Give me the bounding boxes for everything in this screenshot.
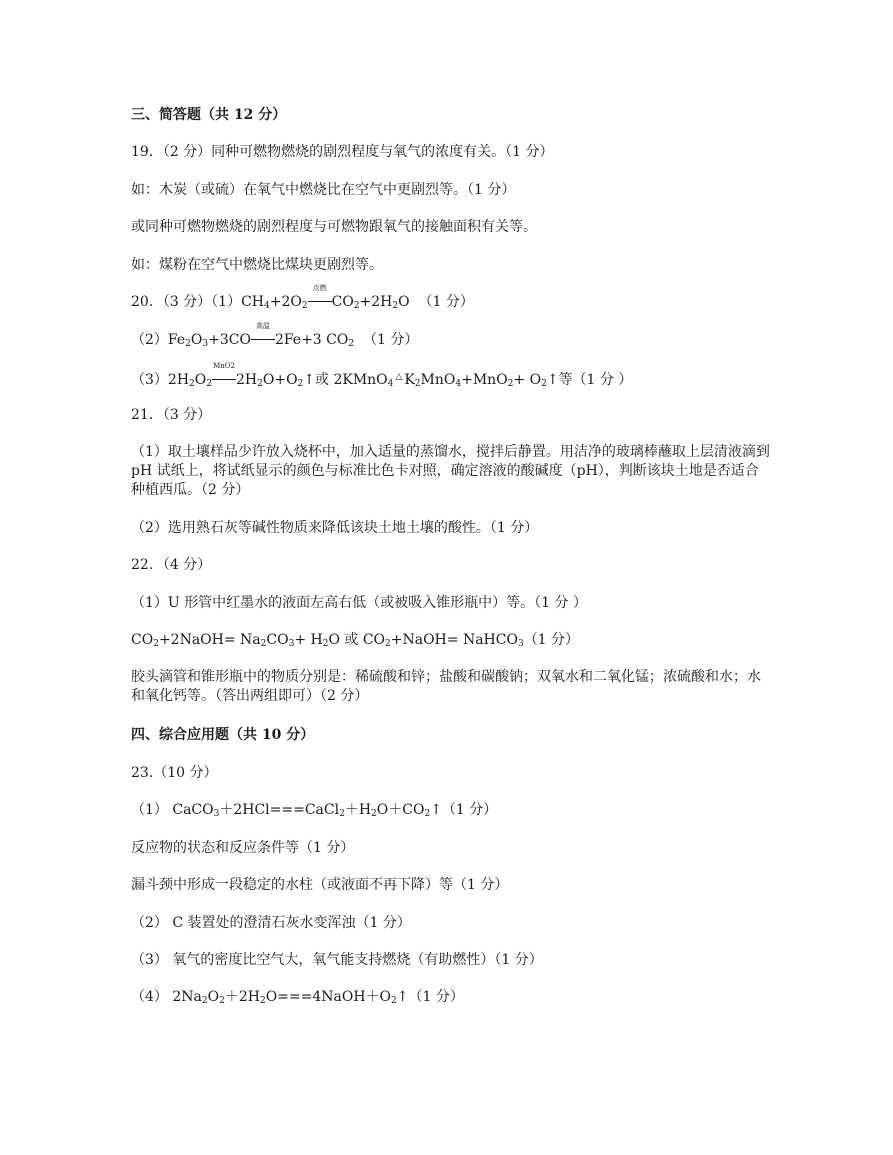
q19-line2: 如：木炭（或硫）在氧气中燃烧比在空气中更剧烈等。（1 分）: [131, 182, 516, 198]
reaction-condition: 高温: [251, 330, 275, 350]
q23-l6-prefix: （4）: [131, 989, 173, 1005]
q23-l1-score: （1 分）: [441, 802, 498, 818]
q21-para1: （1）取土壤样品少许放入烧杯中，加入适量的蒸馏水，搅拌后静置。用洁净的玻璃棒蘸取上层清液滴到 pH 试纸上，将试纸显示的颜色与标准比色卡对照，确定溶液的酸碱度（pH），判断该块土地是否适合种植西瓜。（2 分）: [131, 444, 770, 498]
q20-eq2-prefix: （2）: [131, 332, 168, 348]
q21-para2: （2）选用熟石灰等碱性物质来降低该块土地土壤的酸性。（1 分）: [131, 520, 539, 536]
q21-title: 21．（3 分）: [131, 407, 212, 423]
q23-line1: （1） $CaCO_3+2HCl===CaCl_2+H_2O+CO_2↑(1$ 分）: [131, 802, 498, 819]
q23-l1-prefix: （1）: [131, 802, 173, 818]
heat-delta-icon: △: [395, 372, 403, 382]
q20-eq1-score: （1 分）: [418, 294, 474, 310]
q19-line4: 如：煤粉在空气中燃烧比煤块更剧烈等。: [131, 257, 383, 273]
q20-eq2-score: （1 分）: [363, 332, 419, 348]
q23-line6: （4） $2Na_2O_2+2H_2O===4NaOH+O_2↑(1$ 分）: [131, 989, 464, 1006]
q20-eq3-score: 等（1 分 ）: [558, 372, 633, 388]
q22-equation: $CO_2+2NaOH= Na_2CO_3+ H_2O$ 或 $CO_2+NaOH=$ NaHCO$_3$（1 分）: [131, 632, 580, 649]
q22-para3: 胶头滴管和锥形瓶中的物质分别是：稀硫酸和锌；盐酸和碳酸钠；双氧水和二氧化锰；浓硫酸和水；水和氧化钙等。（答出两组即可）（2 分）: [131, 669, 761, 704]
q22-eq-score: （1 分）: [523, 632, 580, 648]
q23-line3: 漏斗颈中形成一段稳定的水柱（或液面不再下降）等（1 分）: [131, 877, 509, 893]
section4-heading: 四、综合应用题（共 10 分）: [131, 727, 315, 743]
q20-line2: $(2)Fe_2O_3+3CO$ 高温 2Fe+3 $CO_2$ （1 分）: [131, 322, 419, 349]
q22-or: 或: [344, 632, 359, 648]
q23-line5: （3） 氧气的密度比空气大，氧气能支持燃烧（有助燃性）（1 分）: [131, 952, 543, 968]
q23-line2: 反应物的状态和反应条件等（1 分）: [131, 840, 355, 856]
reaction-condition: MnO2: [212, 370, 236, 390]
q20-prefix: 20．（3 分）（1）: [131, 294, 242, 310]
q19-line1: 19．（2 分）同种可燃物燃烧的剧烈程度与氧气的浓度有关。（1 分）: [131, 144, 554, 160]
section3-heading: 三、简答题（共 12 分）: [131, 107, 287, 123]
q19-line3: 或同种可燃物燃烧的剧烈程度与可燃物跟氧气的接触面积有关等。: [131, 219, 537, 235]
q23-line4: （2） C 装置处的澄清石灰水变浑浊（1 分）: [131, 915, 411, 931]
q22-title: 22．（4 分）: [131, 557, 212, 573]
q20-line3: $(3)2H_2O_2$ MnO2 $2H_2O+O_2↑$或 2KMnO$_4$△ $K_2MnO_4+MnO_2+$ $O_2↑$等（1 分 ）: [131, 362, 633, 389]
q20-line1: 20．（3 分）$(1)CH_4+2O_2$ 点燃 $CO_2+2H_2O$ （1 分）: [131, 284, 474, 311]
q23-l6-score: （1 分）: [408, 989, 464, 1005]
q20-eq3-prefix: （3）: [131, 372, 168, 388]
q20-or: 或: [315, 372, 330, 388]
q22-para1: （1）U 形管中红墨水的液面左高右低（或被吸入锥形瓶中）等。（1 分 ）: [131, 595, 587, 611]
reaction-condition: 点燃: [308, 292, 332, 312]
q23-title: 23.（10 分）: [131, 765, 218, 781]
